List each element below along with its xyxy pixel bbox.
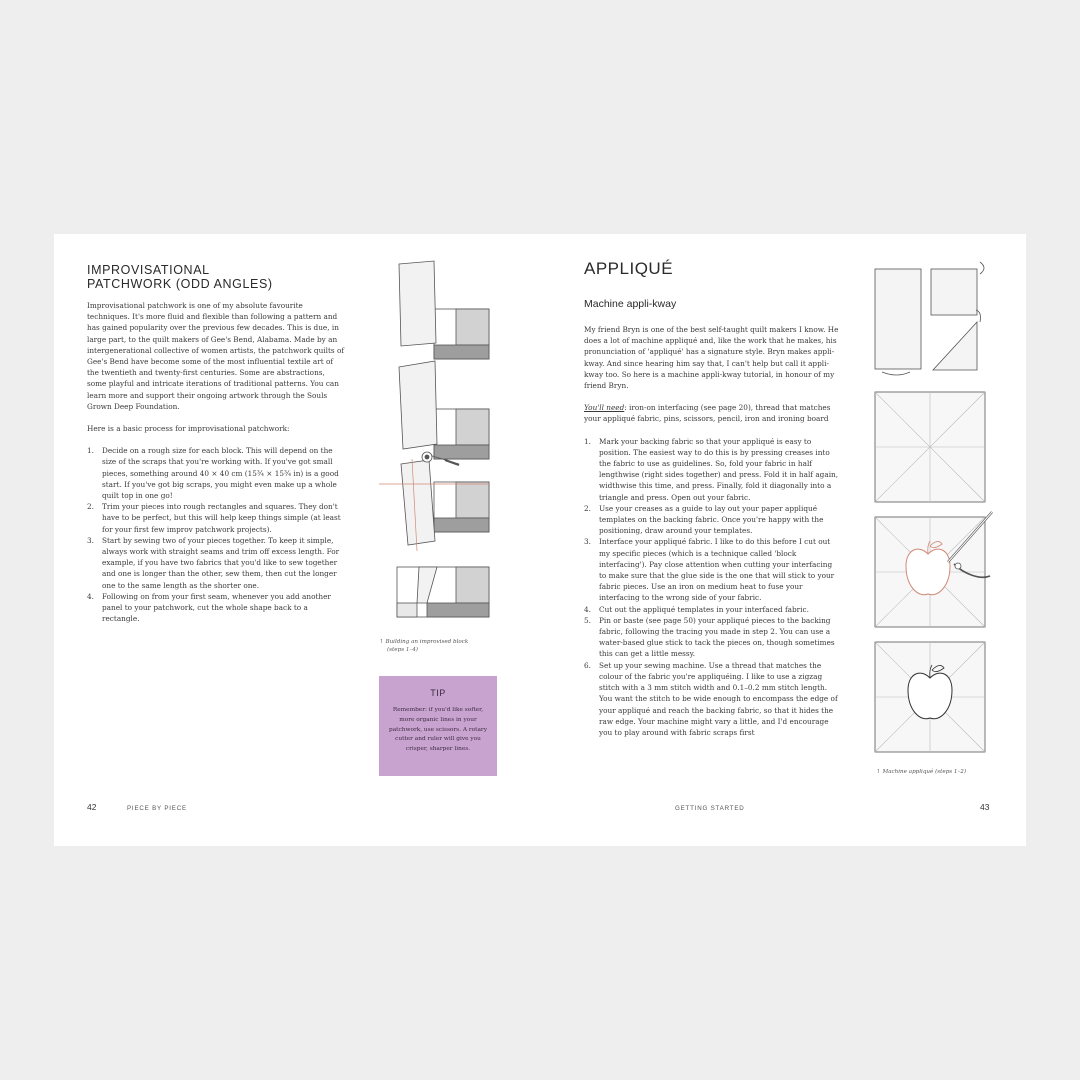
finished-apple-figure	[875, 642, 985, 752]
improv-step3-figure	[379, 452, 489, 551]
creased-square-figure	[875, 392, 985, 502]
process-intro-paragraph: Here is a basic process for improvisational patchwork:	[87, 424, 290, 434]
left-caption-line-1: ↑ Building an improvised block	[379, 639, 469, 645]
improv-step-2: 2. Trim your pieces into rough rectangles and squares. They don't have to be perfect, but this will help keep things simple (at least for your first few improv patchwork projects).	[87, 502, 341, 534]
right-folio: 43	[980, 802, 990, 812]
right-body-text	[584, 324, 840, 738]
left-title-line-1: IMPROVISATIONAL	[87, 263, 210, 277]
improv-step1-figure	[399, 261, 489, 359]
apple-template-figure	[875, 512, 992, 627]
applique-step-1: 1. Mark your backing fabric so that your appliqué is easy to position. The easiest way to do this is by pressing creases into the fabric to use as guidelines. So, fold your fabric in half lengthwise (right sides together) and press. Fold it in half again, widthwise this time, and press. Finally, fold it diagonally into a triangle and press. Open out your fabric.	[584, 436, 839, 502]
you-need-paragraph	[584, 402, 840, 424]
improv-step-3: 3. Start by sewing two of your pieces together. To keep it simple, always work with straight seams and trim off excess length. For example, if you have two fabrics that you'd like to sew together and one is longer than the other, sew them, then cut the longer one to the same length as the shorter one.	[87, 535, 340, 590]
applique-step-6: 6. Set up your sewing machine. Use a thread that matches the colour of the fabric you're appliquéing. I like to use a zigzag stitch with a 3 mm stitch width and 0.1–0.2 mm stitch length. You want the stitch to be wide enough to encompass the edge of your appliqué and reach the backing fabric, so that it hides the raw edge. Your machine might vary a little, and I'd encourage you to play around with fabric scraps first	[584, 660, 838, 737]
fold-step-figure	[875, 262, 984, 375]
tip-title: TIP	[430, 688, 446, 698]
improv-block-illustration	[379, 259, 499, 639]
you-need-text: : iron-on interfacing (see page 20), thread that matches your appliqué fabric, pins, scissors, pencil, iron and ironing board	[584, 403, 831, 424]
tip-box	[379, 676, 497, 776]
right-caption: ↑ Machine appliqué (steps 1–2)	[876, 769, 967, 775]
improv-step4-figure	[397, 567, 489, 617]
applique-step-4: 4. Cut out the appliqué templates in your interfaced fabric.	[584, 604, 809, 614]
applique-steps-list	[584, 436, 840, 738]
left-folio: 42	[87, 802, 97, 812]
applique-illustration	[872, 264, 1002, 764]
applique-step-2: 2. Use your creases as a guide to lay out your paper appliqué templates on the backing fabric. Once you're happy with the positioning, draw around your templates.	[584, 503, 824, 536]
applique-step-5: 5. Pin or baste (see page 50) your appliqué pieces to the backing fabric, following the tracing you made in step 2. You can use a water-based glue stick to tack the pieces on, though sometimes this can get a little messy.	[584, 615, 835, 659]
left-caption	[379, 638, 489, 654]
left-caption-line-2: (steps 1–4)	[387, 647, 418, 653]
left-title-line-2: PATCHWORK (ODD ANGLES)	[87, 277, 273, 291]
left-running-head: PIECE BY PIECE	[127, 805, 187, 812]
improv-step2-figure	[399, 361, 489, 459]
book-spread	[54, 234, 1026, 846]
left-intro-paragraph: Improvisational patchwork is one of my absolute favourite techniques. It's more fluid and flexible than following a pattern and has gained popularity over the previous few decades. This is due, in large part, to the quilt makers of Gee's Bend, Alabama. Made by an intergenerational collective of women artists, the patchwork quilts of Gee's Bend have become some of the most influential textile art of the twentieth and twenty-first centuries. Some are abstractions, some playful and intricate iterations of traditional patterns. You can learn more and support their ongoing artwork through the Souls Grown Deep Foundation.	[87, 301, 345, 411]
applique-step-3: 3. Interface your appliqué fabric. I like to do this before I cut out my specific pieces (which is a technique called 'block interfacing'). Pay close attention when cutting your interfacing to make sure that the glue side is the one that will stick to your fabric pieces. Use an iron on medium heat to fuse your interfacing to the wrong side of your fabric.	[584, 537, 835, 603]
right-intro-paragraph: My friend Bryn is one of the best self-taught quilt makers I know. He does a lot of machine appliqué and, like the work that he makes, his pronunciation of 'appliqué' has a signature style. Bryn makes appli-kway. And since hearing him say that, I can't help but call it appli-kway too. So here is a machine appli-kway tutorial, in honour of my friend Bryn.	[584, 325, 839, 391]
tip-text: Remember: if you'd like softer, more organic lines in your patchwork, use scissors. A rotary cutter and ruler will give you crisper, sharper lines.	[389, 707, 487, 753]
left-body-text	[87, 300, 345, 624]
you-need-label: You'll need	[584, 403, 625, 413]
improv-step-1: 1. Decide on a rough size for each block. This will depend on the size of the scraps that you're working with. If you've got small pieces, something around 40 × 40 cm (15¾ × 15¾ in) is a good start. If you've got big scraps, you might even make up a whole quilt top in one go!	[87, 446, 339, 501]
right-page-title: APPLIQUÉ	[584, 259, 674, 278]
right-running-head: GETTING STARTED	[675, 805, 745, 812]
improv-steps-list	[87, 445, 345, 624]
right-page-subtitle: Machine appli-kway	[584, 298, 677, 310]
left-page-title	[87, 263, 273, 291]
improv-step-4: 4. Following on from your first seam, whenever you add another panel to your patchwork, cut the whole shape back to a rectangle.	[87, 591, 331, 624]
